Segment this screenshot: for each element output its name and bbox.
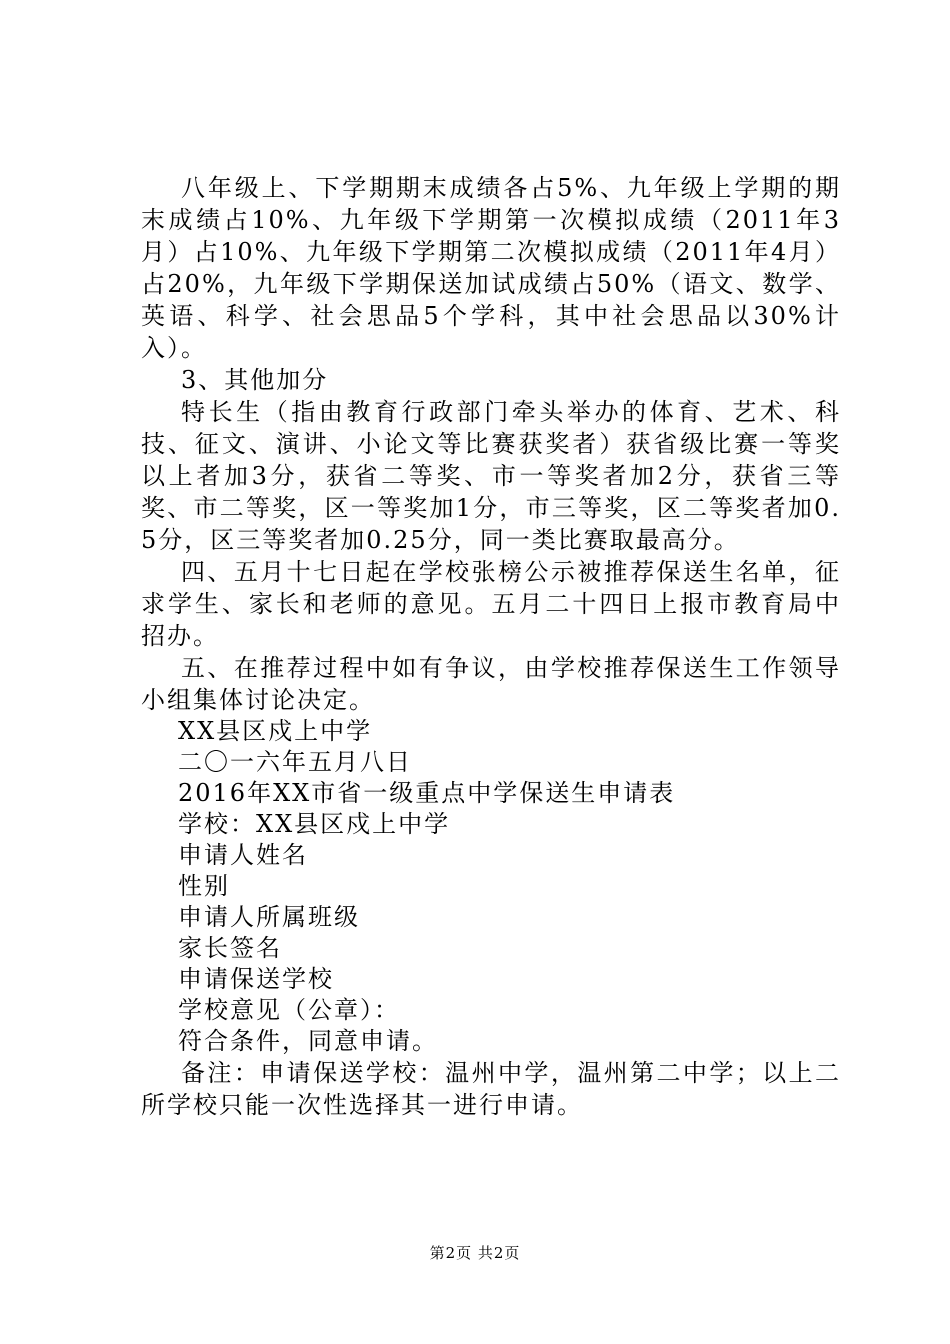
signature-school: XX县区戍上中学 <box>178 717 373 745</box>
form-gender: 性别 <box>178 872 230 900</box>
dispute-paragraph: 五、在推荐过程中如有争议，由学校推荐保送生工作领导小组集体讨论决定。 <box>141 654 841 714</box>
signature-date: 二〇一六年五月八日 <box>178 748 412 776</box>
other-bonus-heading: 3、其他加分 <box>181 366 329 394</box>
score-weight-paragraph: 八年级上、下学期期末成绩各占5%、九年级上学期的期末成绩占10%、九年级下学期第一次模拟成绩（2011年3月）占10%、九年级下学期第二次模拟成绩（2011年4月）占20%，九年级下学期保送加试成绩占50%（语文、数学、英语、科学、社会思品5个学科，其中社会思品以30%计入）。 <box>141 174 841 362</box>
document-body <box>141 172 841 1121</box>
form-applicant-name: 申请人姓名 <box>178 841 308 869</box>
publicity-paragraph: 四、五月十七日起在学校张榜公示被推荐保送生名单，征求学生、家长和老师的意见。五月二十四日上报市教育局中招办。 <box>141 558 841 650</box>
form-applicant-class: 申请人所属班级 <box>178 903 360 931</box>
talent-bonus-paragraph: 特长生（指由教育行政部门牵头举办的体育、艺术、科技、征文、演讲、小论文等比赛获奖者）获省级比赛一等奖以上者加3分，获省二等奖、市一等奖者加2分，获省三等奖、市二等奖，区一等奖加1分，市三等奖，区二等奖者加0.5分，区三等奖者加0.25分，同一类比赛取最高分。 <box>141 398 841 554</box>
form-opinion-text: 符合条件，同意申请。 <box>178 1027 438 1055</box>
page-footer: 第2页 共2页 <box>429 1244 521 1262</box>
note-paragraph: 备注：申请保送学校：温州中学，温州第二中学；以上二所学校只能一次性选择其一进行申请。 <box>141 1059 841 1119</box>
form-title: 2016年XX市省一级重点中学保送生申请表 <box>178 779 676 807</box>
form-school-opinion: 学校意见（公章）： <box>178 996 400 1024</box>
form-target-school: 申请保送学校 <box>178 965 334 993</box>
form-parent-signature: 家长签名 <box>178 934 282 962</box>
form-school-line: 学校：XX县区戍上中学 <box>178 810 451 838</box>
